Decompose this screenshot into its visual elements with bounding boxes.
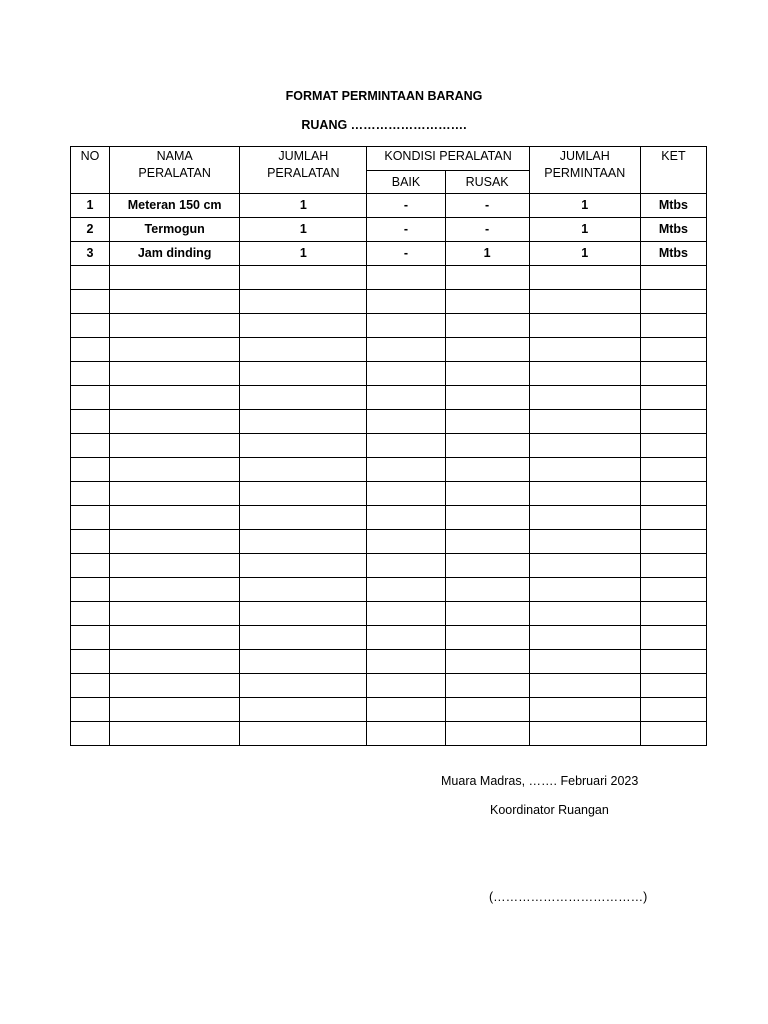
empty-row — [71, 338, 707, 362]
cell-nama — [110, 434, 240, 458]
cell-nama — [110, 290, 240, 314]
cell-ket — [640, 698, 706, 722]
cell-rusak — [445, 410, 529, 434]
cell-jumlah — [240, 674, 367, 698]
cell-jumlah — [240, 482, 367, 506]
cell-jumlah — [240, 458, 367, 482]
cell-ket — [640, 674, 706, 698]
cell-no — [71, 362, 110, 386]
cell-nama — [110, 530, 240, 554]
cell-jumlah — [240, 722, 367, 746]
cell-jumlah — [240, 314, 367, 338]
cell-no — [71, 578, 110, 602]
cell-nama — [110, 386, 240, 410]
cell-baik: - — [367, 194, 445, 218]
cell-rusak — [445, 554, 529, 578]
cell-baik — [367, 722, 445, 746]
cell-rusak — [445, 314, 529, 338]
cell-no — [71, 410, 110, 434]
cell-nama — [110, 482, 240, 506]
cell-nama — [110, 410, 240, 434]
cell-permintaan — [529, 290, 640, 314]
cell-rusak — [445, 722, 529, 746]
cell-rusak — [445, 674, 529, 698]
cell-rusak — [445, 602, 529, 626]
cell-rusak — [445, 482, 529, 506]
cell-permintaan — [529, 338, 640, 362]
cell-jumlah — [240, 554, 367, 578]
cell-permintaan — [529, 386, 640, 410]
table-row — [71, 242, 707, 266]
cell-permintaan — [529, 698, 640, 722]
cell-baik — [367, 530, 445, 554]
table-body — [71, 194, 707, 746]
empty-row — [71, 578, 707, 602]
header-ket: KET — [640, 147, 706, 194]
cell-ket — [640, 266, 706, 290]
cell-no — [71, 674, 110, 698]
cell-jumlah — [240, 650, 367, 674]
cell-jumlah — [240, 338, 367, 362]
cell-no — [71, 458, 110, 482]
cell-jumlah — [240, 386, 367, 410]
empty-row — [71, 266, 707, 290]
header-rusak: RUSAK — [445, 171, 529, 194]
cell-ket — [640, 314, 706, 338]
cell-jumlah: 1 — [240, 194, 367, 218]
cell-permintaan: 1 — [529, 242, 640, 266]
cell-no: 3 — [71, 242, 110, 266]
cell-nama — [110, 626, 240, 650]
cell-no — [71, 482, 110, 506]
cell-nama: Termogun — [110, 218, 240, 242]
cell-permintaan — [529, 458, 640, 482]
cell-baik: - — [367, 218, 445, 242]
header-nama: NAMA PERALATAN — [110, 147, 240, 194]
cell-ket — [640, 602, 706, 626]
cell-jumlah — [240, 434, 367, 458]
cell-nama — [110, 458, 240, 482]
cell-no — [71, 506, 110, 530]
cell-baik — [367, 362, 445, 386]
cell-ket — [640, 434, 706, 458]
cell-no — [71, 338, 110, 362]
cell-ket: Mtbs — [640, 242, 706, 266]
cell-rusak — [445, 434, 529, 458]
cell-ket — [640, 338, 706, 362]
cell-rusak — [445, 650, 529, 674]
empty-row — [71, 434, 707, 458]
cell-rusak — [445, 578, 529, 602]
cell-jumlah — [240, 362, 367, 386]
cell-jumlah — [240, 266, 367, 290]
empty-row — [71, 506, 707, 530]
cell-permintaan — [529, 530, 640, 554]
cell-permintaan — [529, 482, 640, 506]
cell-baik — [367, 698, 445, 722]
cell-nama — [110, 698, 240, 722]
cell-ket — [640, 386, 706, 410]
cell-no — [71, 434, 110, 458]
cell-no — [71, 290, 110, 314]
empty-row — [71, 698, 707, 722]
cell-no — [71, 650, 110, 674]
cell-nama — [110, 578, 240, 602]
empty-row — [71, 554, 707, 578]
header-kondisi: KONDISI PERALATAN — [367, 147, 529, 171]
empty-row — [71, 602, 707, 626]
cell-no — [71, 314, 110, 338]
cell-ket: Mtbs — [640, 218, 706, 242]
header-no: NO — [71, 147, 110, 194]
cell-rusak — [445, 290, 529, 314]
cell-permintaan — [529, 314, 640, 338]
empty-row — [71, 458, 707, 482]
cell-permintaan — [529, 434, 640, 458]
cell-permintaan — [529, 554, 640, 578]
cell-rusak — [445, 458, 529, 482]
cell-rusak — [445, 626, 529, 650]
cell-no: 2 — [71, 218, 110, 242]
cell-ket — [640, 458, 706, 482]
empty-row — [71, 530, 707, 554]
cell-nama — [110, 602, 240, 626]
signatory-name-blank: (………………………………) — [489, 890, 648, 904]
cell-no — [71, 626, 110, 650]
request-table — [70, 146, 707, 746]
cell-jumlah: 1 — [240, 242, 367, 266]
cell-jumlah — [240, 626, 367, 650]
cell-permintaan — [529, 650, 640, 674]
empty-row — [71, 290, 707, 314]
table-row — [71, 194, 707, 218]
cell-jumlah — [240, 602, 367, 626]
cell-permintaan — [529, 506, 640, 530]
cell-permintaan — [529, 722, 640, 746]
cell-nama — [110, 722, 240, 746]
cell-ket — [640, 482, 706, 506]
cell-ket — [640, 290, 706, 314]
cell-nama — [110, 506, 240, 530]
cell-no — [71, 698, 110, 722]
room-line: RUANG ………………………. — [301, 118, 467, 132]
cell-baik — [367, 314, 445, 338]
cell-baik — [367, 266, 445, 290]
cell-permintaan — [529, 602, 640, 626]
cell-rusak — [445, 698, 529, 722]
cell-baik — [367, 506, 445, 530]
cell-no — [71, 530, 110, 554]
cell-nama — [110, 338, 240, 362]
cell-permintaan — [529, 578, 640, 602]
cell-ket — [640, 530, 706, 554]
cell-jumlah — [240, 506, 367, 530]
cell-jumlah — [240, 290, 367, 314]
cell-nama — [110, 362, 240, 386]
cell-baik — [367, 338, 445, 362]
cell-no — [71, 266, 110, 290]
cell-baik — [367, 650, 445, 674]
cell-jumlah — [240, 530, 367, 554]
cell-nama — [110, 314, 240, 338]
cell-nama — [110, 266, 240, 290]
cell-nama — [110, 674, 240, 698]
cell-baik — [367, 626, 445, 650]
empty-row — [71, 482, 707, 506]
cell-rusak — [445, 362, 529, 386]
empty-row — [71, 722, 707, 746]
cell-no — [71, 722, 110, 746]
cell-ket — [640, 578, 706, 602]
cell-baik — [367, 290, 445, 314]
empty-row — [71, 674, 707, 698]
cell-ket — [640, 362, 706, 386]
signatory-role: Koordinator Ruangan — [490, 803, 609, 817]
cell-baik — [367, 410, 445, 434]
empty-row — [71, 386, 707, 410]
cell-ket — [640, 650, 706, 674]
cell-rusak: - — [445, 194, 529, 218]
cell-jumlah — [240, 578, 367, 602]
cell-rusak: - — [445, 218, 529, 242]
cell-baik — [367, 578, 445, 602]
cell-baik — [367, 482, 445, 506]
table-row — [71, 218, 707, 242]
cell-rusak — [445, 506, 529, 530]
empty-row — [71, 650, 707, 674]
cell-jumlah: 1 — [240, 218, 367, 242]
cell-permintaan — [529, 410, 640, 434]
cell-nama — [110, 554, 240, 578]
cell-rusak: 1 — [445, 242, 529, 266]
cell-permintaan — [529, 626, 640, 650]
form-title: FORMAT PERMINTAAN BARANG — [285, 89, 483, 103]
cell-rusak — [445, 338, 529, 362]
cell-ket — [640, 722, 706, 746]
cell-baik — [367, 386, 445, 410]
cell-permintaan — [529, 266, 640, 290]
cell-ket — [640, 626, 706, 650]
empty-row — [71, 410, 707, 434]
place-date: Muara Madras, ……. Februari 2023 — [441, 774, 639, 788]
cell-baik — [367, 434, 445, 458]
empty-row — [71, 314, 707, 338]
cell-jumlah — [240, 698, 367, 722]
cell-ket — [640, 554, 706, 578]
cell-permintaan — [529, 362, 640, 386]
cell-baik — [367, 458, 445, 482]
cell-no — [71, 554, 110, 578]
cell-baik — [367, 554, 445, 578]
cell-permintaan: 1 — [529, 218, 640, 242]
empty-row — [71, 362, 707, 386]
cell-baik: - — [367, 242, 445, 266]
cell-baik — [367, 674, 445, 698]
header-jumlah-permintaan: JUMLAH PERMINTAAN — [529, 147, 640, 194]
cell-ket: Mtbs — [640, 194, 706, 218]
header-baik: BAIK — [367, 171, 445, 194]
empty-row — [71, 626, 707, 650]
cell-no: 1 — [71, 194, 110, 218]
cell-permintaan: 1 — [529, 194, 640, 218]
cell-jumlah — [240, 410, 367, 434]
cell-no — [71, 602, 110, 626]
cell-nama: Meteran 150 cm — [110, 194, 240, 218]
cell-rusak — [445, 386, 529, 410]
cell-no — [71, 386, 110, 410]
cell-permintaan — [529, 674, 640, 698]
cell-rusak — [445, 266, 529, 290]
cell-baik — [367, 602, 445, 626]
cell-ket — [640, 506, 706, 530]
cell-ket — [640, 410, 706, 434]
cell-nama: Jam dinding — [110, 242, 240, 266]
cell-nama — [110, 650, 240, 674]
header-jumlah-peralatan: JUMLAH PERALATAN — [240, 147, 367, 194]
cell-rusak — [445, 530, 529, 554]
